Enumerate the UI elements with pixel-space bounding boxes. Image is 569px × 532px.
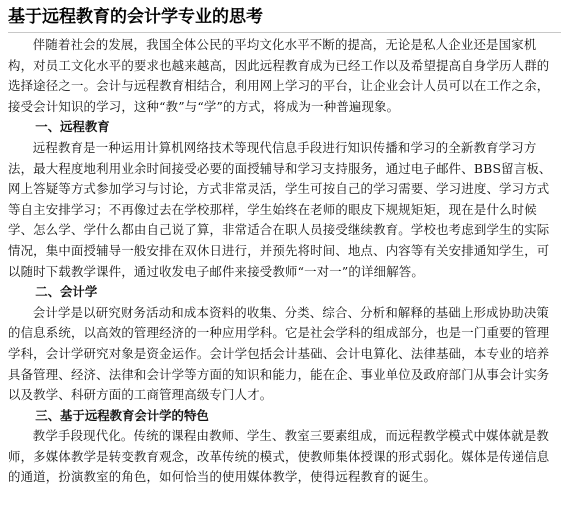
section-body-accounting: 会计学是以研究财务活动和成本资料的收集、分类、综合、分析和解释的基础上形成协助决策的信息系统，以高效的管理经济的一种应用学科。它是社会学科的组成部分，也是一门重要的管理学科，会计学研究对象是资金运作。会计学包括会计基础、会计电算化、法律基础，本专业的培养具备管理、经济、法律和会计学等方面的知识和能力，能在企、事业单位及政府部门从事会计实务以及教学、科研方面的工商管理高级专门人才。 bbox=[8, 304, 550, 403]
section-heading-features: 三、基于远程教育会计学的特色 bbox=[35, 407, 209, 423]
article-title: 基于远程教育的会计学专业的思考 bbox=[8, 6, 561, 33]
section-body-distance-education: 远程教育是一种运用计算机网络技术等现代信息手段进行知识传播和学习的全新教育学习方法，最大程度地利用业余时间接受必要的面授辅导和学习支持服务，通过电子邮件、BBS留言板、网上答疑等方式参加学习与讨论，方式非常灵活，学生可按自己的学习需要、学习进度、学习方式等自主安排学习；不再像过去在学校那样，学生始终在老师的眼皮下规规矩矩，现在是什么时候学、怎么学、学什么都由自己说了算，非常适合在职人员接受继续教育。学校也考虑到学生的实际情况，集中面授辅导一般安排在双休日进行，并预先将时间、地点、内容等有关安排通知学生，可以随时下载教学课件，通过收发电子邮件来接受教师“一对一”的详细解答。 bbox=[8, 139, 552, 279]
section-body-features: 教学手段现代化。传统的课程由教师、学生、教室三要素组成，而远程教学模式中媒体就是教师，多媒体教学是转变教育观念，改革传统的模式，使教师集体授课的形式弱化。媒体是传递信息的通道，扮演教室的角色，如何恰当的使用媒体教学，使得远程教育的诞生。 bbox=[8, 428, 550, 485]
section-heading-distance-education: 一、远程教育 bbox=[35, 119, 110, 135]
intro-paragraph: 伴随着社会的发展，我国全体公民的平均文化水平不断的提高，无论是私人企业还是国家机构，对员工文化水平的要求也越来越高，因此远程教育成为已经工作以及希望提高自身学历人群的选择途径之一。会计与远程教育相结合，利用网上学习的平台，让企业会计人员可以在工作之余，接受会计知识的学习，这种“教”与“学”的方式，将成为一种普遍现象。 bbox=[8, 37, 550, 114]
section-heading-accounting: 二、会计学 bbox=[35, 284, 98, 300]
